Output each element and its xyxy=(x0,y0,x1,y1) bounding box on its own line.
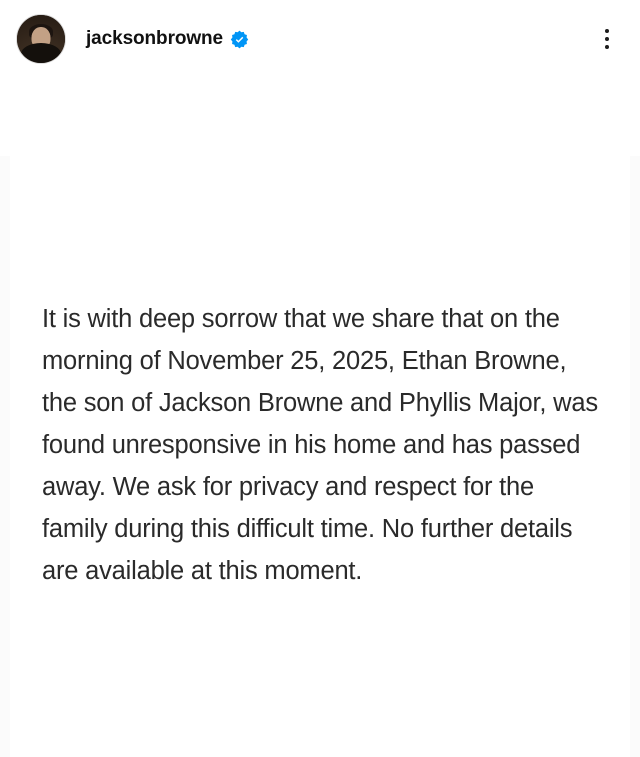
verified-badge-icon xyxy=(230,30,249,49)
post-caption-text: It is with deep sorrow that we share that on the morning of November 25, 2025, Ethan Browne, the son of Jackson Browne and Phyllis Major, was found unresponsive in his home and has passed away. We ask for privacy and respect for the family during this difficult time. No further details are available at this moment. xyxy=(42,305,598,585)
post-header xyxy=(0,0,640,78)
username-container[interactable] xyxy=(86,28,249,50)
username-label[interactable]: jacksonbrowne xyxy=(86,28,224,49)
avatar-torso xyxy=(21,43,61,64)
right-edge-divider xyxy=(630,156,640,757)
post-body xyxy=(0,78,640,757)
more-options-dot xyxy=(605,29,609,33)
left-edge-divider xyxy=(0,156,10,757)
more-options-dot xyxy=(605,37,609,41)
more-options-dot xyxy=(605,45,609,49)
avatar[interactable] xyxy=(16,14,66,64)
more-options-button[interactable] xyxy=(592,22,622,56)
